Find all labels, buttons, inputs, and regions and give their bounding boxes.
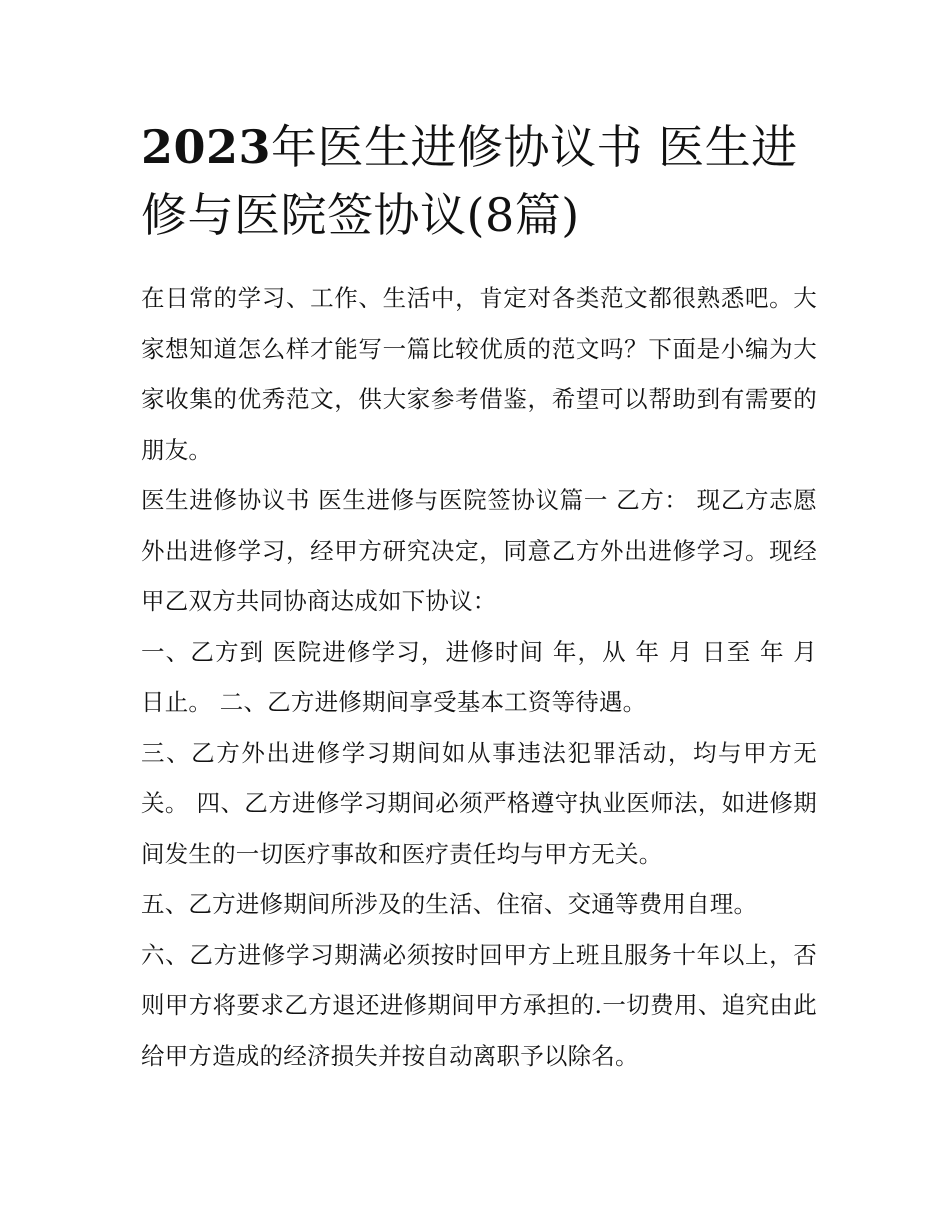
document-title — [141, 113, 817, 249]
paragraph-clause-1-2: 一、乙方到 医院进修学习，进修时间 年，从 年 月 日至 年 月 日止。 二、乙方进修期间享受基本工资等待遇。 — [141, 637, 817, 716]
paragraph-agreement-opening: 医生进修协议书 医生进修与医院签协议篇一 乙方： 现乙方志愿外出进修学习，经甲方研究决定，同意乙方外出进修学习。现经甲乙双方共同协商达成如下协议： — [141, 486, 817, 615]
paragraph-clause-6: 六、乙方进修学习期满必须按时回甲方上班且服务十年以上，否则甲方将要求乙方退还进修期间甲方承担的.一切费用、追究由此给甲方造成的经济损失并按自动离职予以除名。 — [141, 940, 817, 1070]
title-text: 年医生进修协议书 医生进修与医院签协议(8篇) — [141, 120, 798, 242]
document-body — [141, 273, 817, 1081]
paragraph-intro: 在日常的学习、工作、生活中，肯定对各类范文都很熟悉吧。大家想知道怎么样才能写一篇比较优质的范文吗？下面是小编为大家收集的优秀范文，供大家参考借鉴，希望可以帮助到有需要的朋友。 — [141, 284, 817, 464]
document-content — [141, 113, 817, 1081]
paragraph-clause-3-4: 三、乙方外出进修学习期间如从事违法犯罪活动，均与甲方无关。 四、乙方进修学习期间必须严格遵守执业医师法，如进修期间发生的一切医疗事故和医疗责任均与甲方无关。 — [141, 738, 817, 868]
paragraph-clause-5: 五、乙方进修期间所涉及的生活、住宿、交通等费用自理。 — [141, 890, 758, 918]
title-year: 2023 — [141, 120, 272, 174]
